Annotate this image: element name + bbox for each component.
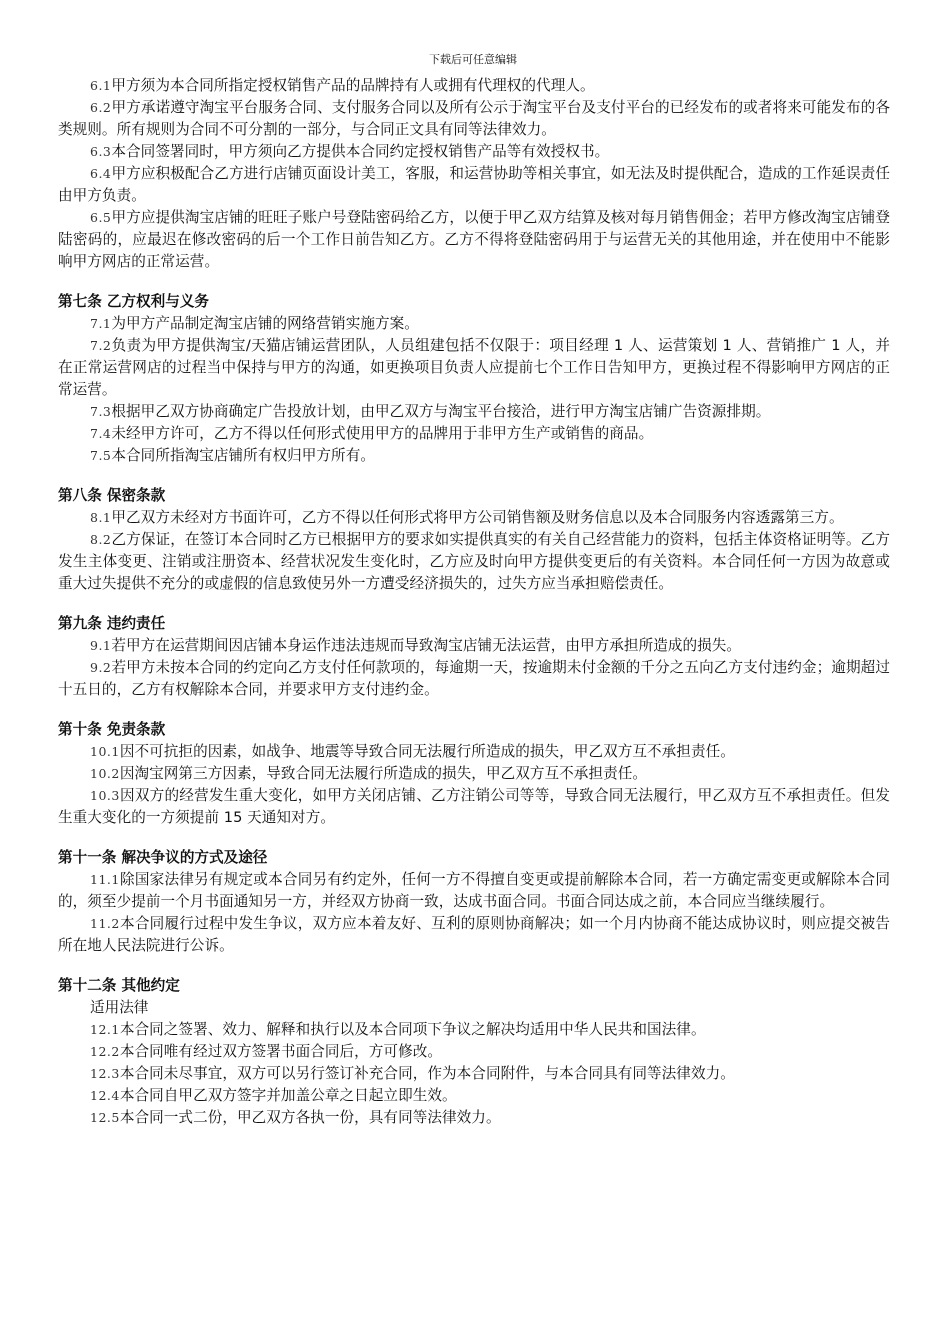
clause-text: 若甲方在运营期间因店铺本身运作违法违规而导致淘宝店铺无法运营，由甲方承担所造成的损失。: [111, 637, 742, 654]
clause-paragraph: [58, 1085, 890, 1107]
clause-text: 本合同未尽事宜，双方可以另行签订补充合同，作为本合同附件，与本合同具有同等法律效力。: [119, 1065, 735, 1082]
clause-number: 6.1: [90, 78, 112, 93]
clause-number: 7.5: [90, 448, 112, 463]
clause-text: 本合同之签署、效力、解释和执行以及本合同项下争议之解决均适用中华人民共和国法律。: [119, 1021, 706, 1038]
clause-text: 为甲方产品制定淘宝店铺的网络营销实施方案。: [111, 315, 419, 332]
clause-text: 除国家法律另有规定或本合同另有约定外，任何一方不得擅自变更或提前解除本合同，若一方确定需变更或解除本合同的，须至少提前一个月书面通知另一方，并经双方协商一致，达成书面合同。书面合同达成之前，本合同应当继续履行。: [58, 871, 890, 910]
clause-number: 12.2: [90, 1044, 120, 1059]
clause-paragraph: [58, 313, 890, 335]
clause-paragraph: [58, 869, 890, 913]
clause-paragraph: [58, 635, 890, 657]
contract-section: [58, 719, 890, 829]
contract-section: [58, 291, 890, 467]
clause-text: 甲方应积极配合乙方进行店铺页面设计美工，客服，和运营协助等相关事宜，如无法及时提供配合，造成的工作延误责任由甲方负责。: [58, 165, 890, 204]
clause-text: 本合同履行过程中发生争议，双方应本着友好、互利的原则协商解决；如一个月内协商不能达成协议时，则应提交被告所在地人民法院进行公诉。: [58, 915, 890, 954]
clause-text: 甲乙双方未经对方书面许可，乙方不得以任何形式将甲方公司销售额及财务信息以及本合同服务内容透露第三方。: [111, 509, 844, 526]
clause-number: 7.3: [90, 404, 112, 419]
clause-paragraph: [58, 401, 890, 423]
clause-text: 因淘宝网第三方因素，导致合同无法履行所造成的损失，甲乙双方互不承担责任。: [119, 765, 648, 782]
clause-paragraph: [58, 445, 890, 467]
clause-number: 6.2: [90, 100, 112, 115]
clause-text: 乙方保证，在签订本合同时乙方已根据甲方的要求如实提供真实的有关自己经营能力的资料，包括主体资格证明等。乙方发生主体变更、注销或注册资本、经营状况发生变化时，乙方应及时向甲方提供变更后的有关资料。本合同任何一方因为故意或重大过失提供不充分的或虚假的信息致使另外一方遭受经济损失的，过失方应当承担赔偿责任。: [58, 531, 890, 592]
clause-number: 10.2: [90, 766, 120, 781]
contract-section: [58, 975, 890, 1129]
clause-number: 6.3: [90, 144, 112, 159]
clause-paragraph: [58, 1063, 890, 1085]
section-heading: 第九条 违约责任: [58, 615, 166, 632]
clause-number: 9.2: [90, 660, 112, 675]
section-heading: 第十二条 其他约定: [58, 977, 180, 994]
header-note: 下载后可任意编辑: [429, 53, 517, 66]
clause-text: 本合同唯有经过双方签署书面合同后，方可修改。: [119, 1043, 443, 1060]
clause-paragraph: [58, 163, 890, 207]
clause-text: 本合同签署同时，甲方须向乙方提供本合同约定授权销售产品等有效授权书。: [111, 143, 610, 160]
clause-text: 因双方的经营发生重大变化，如甲方关闭店铺、乙方注销公司等等，导致合同无法履行，甲乙双方互不承担责任。但发生重大变化的一方须提前 15 天通知对方。: [58, 787, 890, 826]
clause-number: 7.2: [90, 338, 112, 353]
clause-paragraph: [58, 335, 890, 401]
clause-paragraph: [58, 1019, 890, 1041]
clause-number: 12.1: [90, 1022, 120, 1037]
clause-paragraph: [58, 207, 890, 273]
clause-text: 根据甲乙双方协商确定广告投放计划，由甲乙双方与淘宝平台接洽，进行甲方淘宝店铺广告资源排期。: [111, 403, 771, 420]
clause-paragraph: [58, 75, 890, 97]
section-heading: 第十一条 解决争议的方式及途径: [58, 849, 268, 866]
clause-paragraph: [58, 97, 890, 141]
contract-section: [58, 847, 890, 957]
clause-text: 本合同所指淘宝店铺所有权归甲方所有。: [111, 447, 375, 464]
clause-number: 12.5: [90, 1110, 120, 1125]
clause-text: 因不可抗拒的因素，如战争、地震等导致合同无法履行所造成的损失，甲乙双方互不承担责任。: [119, 743, 735, 760]
clause-paragraph: [58, 657, 890, 701]
clause-paragraph: [58, 529, 890, 595]
clause-number: 11.1: [90, 872, 120, 887]
section-subheading: 适用法律: [90, 999, 149, 1016]
clause-number: 11.2: [90, 916, 120, 931]
clause-number: 8.2: [90, 532, 112, 547]
clause-number: 8.1: [90, 510, 112, 525]
contract-body: [58, 75, 890, 1129]
clause-number: 12.4: [90, 1088, 120, 1103]
clause-text: 甲方承诺遵守淘宝平台服务合同、支付服务合同以及所有公示于淘宝平台及支付平台的已经发布的或者将来可能发布的各类规则。所有规则为合同不可分割的一部分，与合同正文具有同等法律效力。: [58, 99, 890, 138]
clause-text: 负责为甲方提供淘宝/天猫店铺运营团队，人员组建包括不仅限于：项目经理 1 人、运营策划 1 人、营销推广 1 人，并在正常运营网店的过程当中保持与甲方的沟通，如更换项目负责人应提前七个工作日告知甲方，更换过程不得影响甲方网店的正常运营。: [58, 337, 890, 398]
clause-paragraph: [58, 141, 890, 163]
clause-paragraph: [58, 785, 890, 829]
clause-paragraph: [58, 1107, 890, 1129]
clause-number: 9.1: [90, 638, 112, 653]
clause-paragraph: [58, 423, 890, 445]
clause-text: 未经甲方许可，乙方不得以任何形式使用甲方的品牌用于非甲方生产或销售的商品。: [111, 425, 654, 442]
clause-number: 6.5: [90, 210, 112, 225]
clause-number: 12.3: [90, 1066, 120, 1081]
clause-number: 10.1: [90, 744, 120, 759]
clause-number: 7.4: [90, 426, 112, 441]
clause-text: 本合同自甲乙双方签字并加盖公章之日起立即生效。: [119, 1087, 457, 1104]
clause-text: 若甲方未按本合同的约定向乙方支付任何款项的，每逾期一天，按逾期未付金额的千分之五向乙方支付违约金；逾期超过十五日的，乙方有权解除本合同，并要求甲方支付违约金。: [58, 659, 890, 698]
section-heading: 第七条 乙方权利与义务: [58, 293, 210, 310]
clause-number: 7.1: [90, 316, 112, 331]
clause-number: 10.3: [90, 788, 120, 803]
clause-number: 6.4: [90, 166, 112, 181]
clause-text: 甲方须为本合同所指定授权销售产品的品牌持有人或拥有代理权的代理人。: [111, 77, 595, 94]
clause-paragraph: [58, 741, 890, 763]
contract-section: [58, 485, 890, 595]
contract-section: [58, 613, 890, 701]
section-heading: 第十条 免责条款: [58, 721, 166, 738]
clause-paragraph: [58, 1041, 890, 1063]
clause-paragraph: [58, 763, 890, 785]
clause-text: 甲方应提供淘宝店铺的旺旺子账户号登陆密码给乙方，以便于甲乙双方结算及核对每月销售佣金；若甲方修改淘宝店铺登陆密码的，应最迟在修改密码的后一个工作日前告知乙方。乙方不得将登陆密码用于与运营无关的其他用途，并在使用中不能影响甲方网店的正常运营。: [58, 209, 890, 270]
clause-paragraph: [58, 913, 890, 957]
section-heading: 第八条 保密条款: [58, 487, 166, 504]
clause-paragraph: [58, 507, 890, 529]
contract-section: [58, 75, 890, 273]
clause-text: 本合同一式二份，甲乙双方各执一份，具有同等法律效力。: [119, 1109, 501, 1126]
